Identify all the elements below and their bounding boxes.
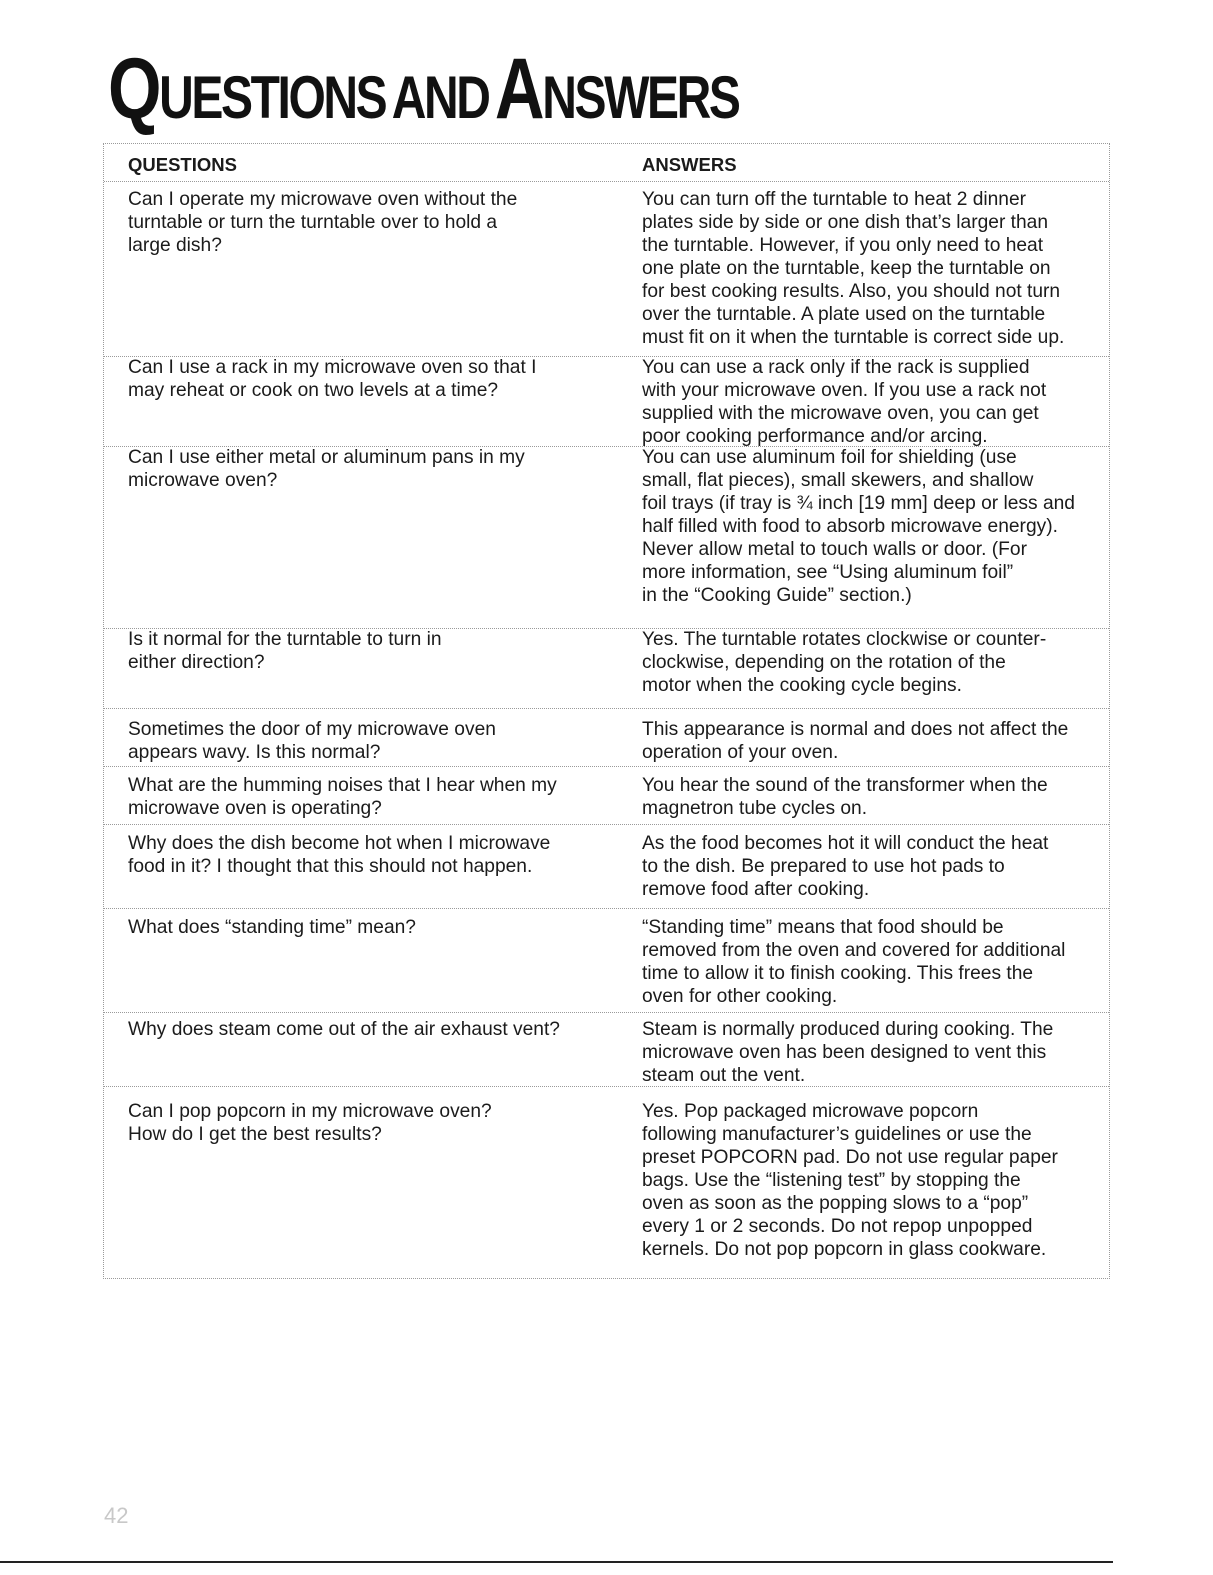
answer-line: motor when the cooking cycle begins. xyxy=(642,675,962,696)
question-line: food in it? I thought that this should not happen. xyxy=(128,856,533,877)
answer-line: small, flat pieces), small skewers, and shallow xyxy=(642,470,1034,491)
question-line: turntable or turn the turntable over to hold a xyxy=(128,212,498,233)
question-line: What does “standing time” mean? xyxy=(128,917,416,938)
question-line: Can I operate my microwave oven without the xyxy=(128,189,518,210)
answer-line: oven as soon as the popping slows to a “pop” xyxy=(642,1193,1029,1214)
answer-line: As the food becomes hot it will conduct the heat xyxy=(642,833,1049,854)
answer-line: must fit on it when the turntable is correct side up. xyxy=(642,327,1065,348)
question-line: Can I use either metal or aluminum pans in my xyxy=(128,447,525,468)
answer-line: for best cooking results. Also, you should not turn xyxy=(642,281,1061,302)
answer-line: Yes. The turntable rotates clockwise or counter- xyxy=(642,629,1047,650)
answer-line: “Standing time” means that food should be xyxy=(642,917,1004,938)
answer-line: following manufacturer’s guidelines or use the xyxy=(642,1124,1032,1145)
answer-line: This appearance is normal and does not affect the xyxy=(642,719,1069,740)
question-line: Is it normal for the turntable to turn in xyxy=(128,629,442,650)
question-cell xyxy=(128,832,618,878)
table-header xyxy=(104,144,1109,182)
answer-line: You can use a rack only if the rack is supplied xyxy=(642,357,1030,378)
answer-cell xyxy=(642,718,1102,764)
question-cell xyxy=(128,628,618,674)
answer-line: to the dish. Be prepared to use hot pads to xyxy=(642,856,1005,877)
answer-line: Yes. Pop packaged microwave popcorn xyxy=(642,1101,979,1122)
table-row xyxy=(104,188,1109,357)
answer-line: kernels. Do not pop popcorn in glass cookware. xyxy=(642,1239,1047,1260)
answer-line: Never allow metal to touch walls or door. (For xyxy=(642,539,1027,560)
question-line: either direction? xyxy=(128,652,265,673)
answer-line: steam out the vent. xyxy=(642,1065,806,1086)
answer-line: one plate on the turntable, keep the turntable on xyxy=(642,258,1051,279)
question-cell xyxy=(128,774,618,820)
answer-cell xyxy=(642,774,1102,820)
question-line: may reheat or cook on two levels at a time? xyxy=(128,380,499,401)
answer-line: You hear the sound of the transformer when the xyxy=(642,775,1048,796)
title-a-cap: A xyxy=(494,41,543,137)
title-q-cap: Q xyxy=(108,41,160,137)
answer-line: every 1 or 2 seconds. Do not repop unpopped xyxy=(642,1216,1033,1237)
answer-cell xyxy=(642,356,1102,448)
question-cell xyxy=(128,188,618,257)
table-row xyxy=(104,832,1109,909)
title-a-rest: NSWERS xyxy=(542,64,739,131)
table-row xyxy=(104,718,1109,767)
question-line: microwave oven is operating? xyxy=(128,798,382,819)
answer-line: operation of your oven. xyxy=(642,742,839,763)
question-line: Why does the dish become hot when I microwave xyxy=(128,833,551,854)
answer-line: oven for other cooking. xyxy=(642,986,838,1007)
answer-line: over the turntable. A plate used on the turntable xyxy=(642,304,1046,325)
answer-line: magnetron tube cycles on. xyxy=(642,798,868,819)
question-line: Sometimes the door of my microwave oven xyxy=(128,719,496,740)
qa-table xyxy=(103,143,1110,1279)
answer-line: plates side by side or one dish that’s larger than xyxy=(642,212,1049,233)
question-cell xyxy=(128,1100,618,1146)
question-cell xyxy=(128,446,618,492)
answer-cell xyxy=(642,1100,1102,1261)
table-row xyxy=(104,446,1109,629)
answer-line: You can turn off the turntable to heat 2 dinner xyxy=(642,189,1027,210)
answer-cell xyxy=(642,1018,1102,1087)
answer-cell xyxy=(642,188,1102,349)
table-row xyxy=(104,628,1109,709)
question-cell xyxy=(128,916,618,939)
questions-header: QUESTIONS xyxy=(128,154,237,175)
answer-line: preset POPCORN pad. Do not use regular paper xyxy=(642,1147,1058,1168)
question-line: What are the humming noises that I hear when my xyxy=(128,775,557,796)
table-row xyxy=(104,916,1109,1013)
answers-header: ANSWERS xyxy=(642,154,737,175)
answer-line: You can use aluminum foil for shielding (use xyxy=(642,447,1017,468)
answer-line: foil trays (if tray is ¾ inch [19 mm] deep or less and xyxy=(642,493,1075,514)
page-title xyxy=(108,41,739,137)
answer-line: with your microwave oven. If you use a rack not xyxy=(642,380,1047,401)
answer-line: remove food after cooking. xyxy=(642,879,870,900)
question-cell xyxy=(128,1018,618,1041)
answer-cell xyxy=(642,446,1102,607)
answer-line: in the “Cooking Guide” section.) xyxy=(642,585,912,606)
footer-rule xyxy=(0,1561,1113,1563)
title-q-rest: UESTIONS xyxy=(159,64,386,131)
answer-line: Steam is normally produced during cooking. The xyxy=(642,1019,1054,1040)
question-line: How do I get the best results? xyxy=(128,1124,382,1145)
question-line: large dish? xyxy=(128,235,222,256)
answer-line: bags. Use the “listening test” by stopping the xyxy=(642,1170,1021,1191)
question-line: microwave oven? xyxy=(128,470,278,491)
question-cell xyxy=(128,356,618,402)
table-row xyxy=(104,774,1109,825)
answer-cell xyxy=(642,628,1102,697)
answer-line: removed from the oven and covered for additional xyxy=(642,940,1066,961)
question-line: Can I pop popcorn in my microwave oven? xyxy=(128,1101,492,1122)
title-and: AND xyxy=(391,64,489,131)
answer-cell xyxy=(642,832,1102,901)
answer-line: more information, see “Using aluminum foil” xyxy=(642,562,1014,583)
page-number: 42 xyxy=(104,1503,129,1528)
answer-line: microwave oven has been designed to vent this xyxy=(642,1042,1047,1063)
answer-line: the turntable. However, if you only need to heat xyxy=(642,235,1044,256)
question-line: Why does steam come out of the air exhaust vent? xyxy=(128,1019,560,1040)
question-line: appears wavy. Is this normal? xyxy=(128,742,381,763)
question-line: Can I use a rack in my microwave oven so that I xyxy=(128,357,537,378)
answer-line: clockwise, depending on the rotation of the xyxy=(642,652,1006,673)
question-cell xyxy=(128,718,618,764)
table-row xyxy=(104,1100,1109,1279)
answer-line: supplied with the microwave oven, you can get xyxy=(642,403,1039,424)
answer-line: poor cooking performance and/or arcing. xyxy=(642,426,988,447)
answer-cell xyxy=(642,916,1102,1008)
table-row xyxy=(104,1018,1109,1087)
table-row xyxy=(104,356,1109,447)
answer-line: half filled with food to absorb microwave energy). xyxy=(642,516,1058,537)
answer-line: time to allow it to finish cooking. This frees the xyxy=(642,963,1034,984)
